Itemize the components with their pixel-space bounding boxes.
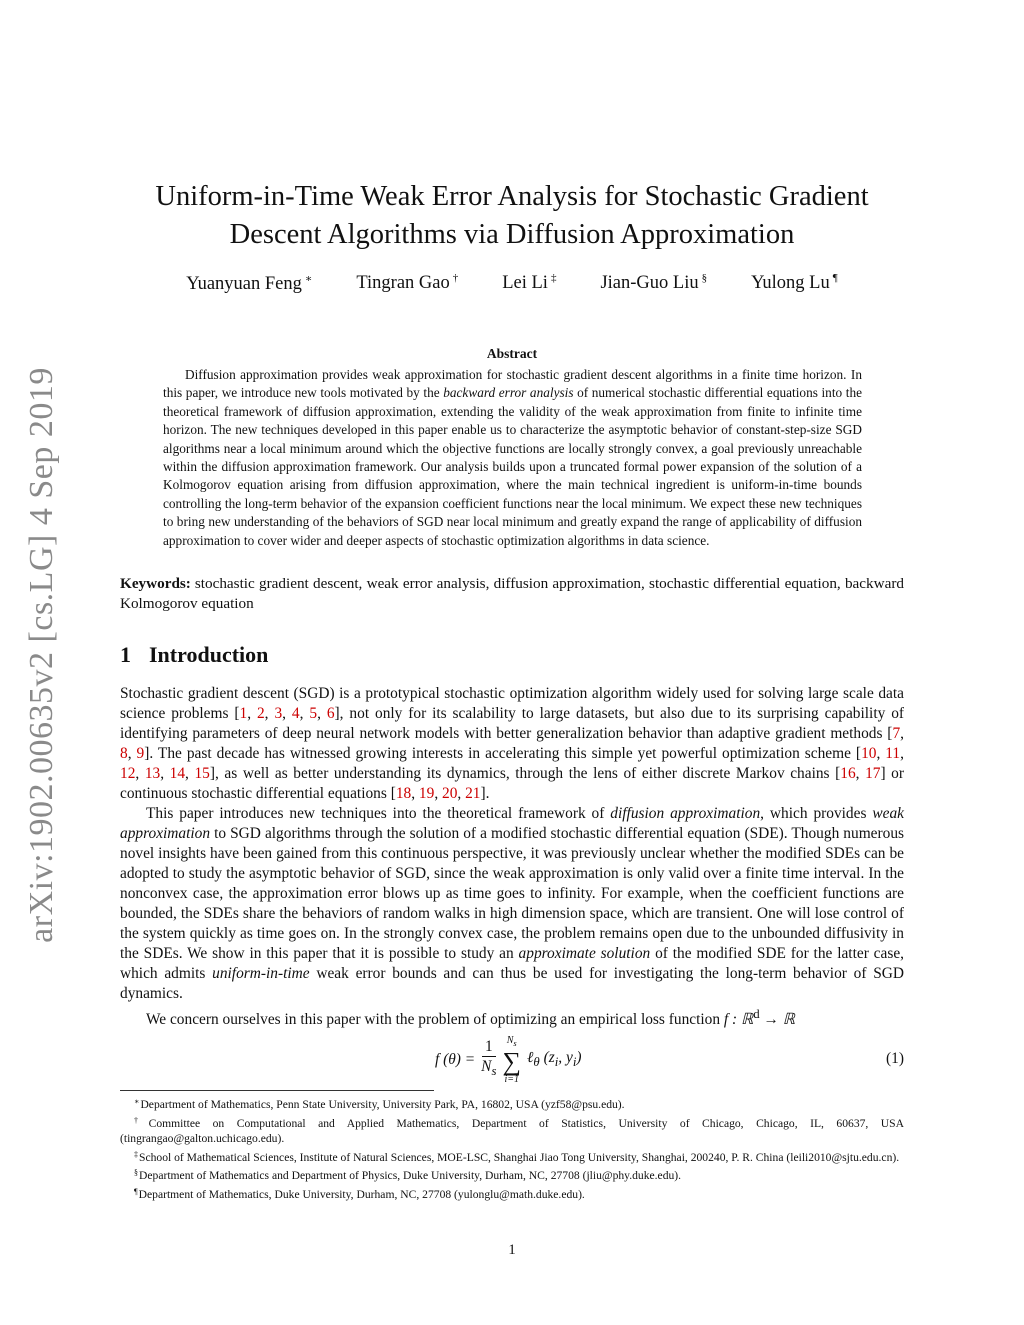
footnote bbox=[120, 1094, 904, 1113]
sum-upper-symbol: N bbox=[506, 1034, 514, 1046]
emphasis: uniform-in-time bbox=[212, 965, 310, 982]
citation-link[interactable]: 5 bbox=[309, 705, 318, 722]
intro-paragraph-2 bbox=[120, 804, 904, 1004]
footnote bbox=[120, 1184, 904, 1203]
title-line-2: Descent Algorithms via Diffusion Approximation bbox=[229, 219, 795, 250]
abstract-emphasis: backward error analysis bbox=[443, 385, 574, 401]
inline-math: f : ℝ bbox=[723, 1011, 754, 1029]
citation-link[interactable]: 1 bbox=[239, 705, 248, 722]
abstract-paragraph bbox=[163, 366, 862, 550]
section-title: Introduction bbox=[149, 642, 269, 667]
loss-args: , y bbox=[558, 1049, 573, 1067]
author-name: Tingran Gao bbox=[356, 273, 450, 293]
inline-math-superscript: d bbox=[753, 1007, 760, 1021]
footnote bbox=[120, 1113, 904, 1147]
section-number: 1 bbox=[120, 642, 131, 667]
author-footnote-mark: ¶ bbox=[832, 272, 838, 284]
citation-link[interactable]: 3 bbox=[274, 705, 283, 722]
inline-math: → ℝ bbox=[759, 1011, 795, 1029]
body-text: ]. bbox=[480, 785, 490, 802]
loss-subscript: θ bbox=[533, 1055, 540, 1070]
equation-body bbox=[435, 1032, 582, 1088]
footnote-text: School of Mathematical Sciences, Institute of Natural Sciences, MOE-LSC, Shanghai Jiao Tong University, Shanghai, 200240, P. R. China (leili2010@sjtu.edu.cn). bbox=[139, 1150, 900, 1164]
citation-link[interactable]: 7 bbox=[892, 725, 901, 742]
author-name: Jian-Guo Liu bbox=[600, 273, 699, 293]
footnote bbox=[120, 1147, 904, 1166]
citation-link[interactable]: 11 bbox=[885, 745, 901, 762]
denominator-symbol: N bbox=[481, 1058, 492, 1076]
author bbox=[751, 272, 838, 295]
body-text: weak error bounds and can thus be used for investigating the long-term behavior of SGD dynamics. bbox=[120, 965, 904, 1002]
citation-link[interactable]: 13 bbox=[144, 765, 161, 782]
citation-link[interactable]: 17 bbox=[865, 765, 881, 782]
arxiv-side-stamp bbox=[14, 360, 70, 950]
abstract-text: Diffusion approximation provides weak approximation for stochastic gradient descent algorithms in a finite time horizon. In this paper, we introduce new tools motivated by the bbox=[163, 367, 862, 401]
sum-symbol: ∑ bbox=[502, 1046, 521, 1076]
intro-paragraph-1: Stochastic gradient descent (SGD) is a prototypical stochastic optimization algorithm widely used for solving large scale data science problems [1, 2, 3, 4, 5, 6], not only for its scalability to large datasets, but also due to its surprising capability of identifying parameters of deep neural network models with better generalization behavior than adaptive gradient methods [7, 8, 9]. The past decade has witnessed growing interests in accelerating this simple yet powerful optimization scheme [10, 11, 12, 13, 14, 15], as well as better understanding its dynamics, through the lens of either discrete Markov chains [16, 17] or continuous stochastic differential equations [18, 19, 20, 21]. bbox=[120, 685, 905, 802]
author bbox=[356, 272, 458, 295]
citation-link[interactable]: 20 bbox=[442, 785, 458, 802]
author-list bbox=[120, 272, 904, 295]
footnote-mark: ∗ bbox=[134, 1097, 140, 1106]
citation-link[interactable]: 21 bbox=[465, 785, 481, 802]
body-text: ], not only for its scalability to large datasets, but also due to its surprising capability of identifying parameters of deep neural network models with better generalization behavior than adaptive gradient methods [ bbox=[120, 705, 905, 742]
keywords-text: stochastic gradient descent, weak error analysis, diffusion approximation, stochastic differential equation, backward Kolmogorov equation bbox=[120, 575, 904, 612]
body-text: Stochastic gradient descent (SGD) is a prototypical stochastic optimization algorithm widely used for solving large scale data science problems [ bbox=[120, 685, 904, 722]
citation-link[interactable]: 8 bbox=[120, 745, 128, 762]
citation-link[interactable]: 19 bbox=[418, 785, 435, 802]
abstract-heading: Abstract bbox=[486, 346, 538, 361]
citation-link[interactable]: 18 bbox=[395, 785, 412, 802]
citation-link[interactable]: 15 bbox=[194, 765, 210, 782]
body-text: , which provides bbox=[760, 805, 873, 822]
body-text: ]. The past decade has witnessed growing interests in accelerating this simple yet powerful optimization scheme [ bbox=[144, 745, 862, 762]
body-text: to SGD algorithms through the solution of a modified stochastic differential equation (SDE). Though numerous novel insights have been gained from this continuous perspective, it was previously unclear whether the modified SDEs can be adopted to study the asymptotic behavior of SGD, since the weak approximation is only valid over a finite time interval. In the nonconvex case, the approximation error blows up as time goes to infinity. For example, when the coefficient functions are bounded, the SDEs share the behaviors of random walks in high dimension space, which are transient. One will lose control of the system quickly as time goes on. In the strongly convex case, the problem remains open due to the unbounded diffusivity in the SDEs. We show in this paper that it is possible to study an bbox=[120, 825, 904, 962]
page-number: 1 bbox=[508, 1242, 516, 1258]
keywords-label: Keywords: bbox=[120, 575, 191, 592]
section-heading bbox=[120, 642, 268, 668]
equation-lhs: f (θ) = bbox=[435, 1051, 476, 1068]
citation-link[interactable]: 10 bbox=[861, 745, 877, 762]
intro-paragraph-3 bbox=[120, 1004, 904, 1030]
loss-args: (z bbox=[543, 1049, 555, 1067]
author-footnote-mark: ‡ bbox=[550, 272, 557, 284]
abstract-body bbox=[163, 366, 862, 550]
loss-term bbox=[527, 1049, 582, 1070]
citation-link[interactable]: 2 bbox=[256, 705, 265, 722]
loss-symbol: ℓ bbox=[526, 1049, 534, 1067]
citation-link[interactable]: 4 bbox=[291, 705, 300, 722]
equation-number: (1) bbox=[886, 1050, 904, 1067]
citation-link[interactable]: 12 bbox=[120, 765, 136, 782]
author-footnote-mark: ∗ bbox=[304, 273, 313, 285]
footnote-text: Department of Mathematics, Penn State University, University Park, PA, 16802, USA (yzf58@psu.edu). bbox=[140, 1098, 625, 1111]
author bbox=[600, 272, 707, 295]
footnotes bbox=[120, 1094, 904, 1202]
summation bbox=[502, 1036, 521, 1085]
author bbox=[502, 272, 556, 295]
loss-args-subscript: i bbox=[572, 1055, 577, 1070]
emphasis: weak approximation bbox=[120, 805, 904, 842]
author bbox=[186, 272, 312, 295]
footnote-mark: ¶ bbox=[134, 1186, 138, 1196]
footnote-mark: † bbox=[134, 1115, 148, 1125]
fraction bbox=[481, 1038, 496, 1081]
author-footnote-mark: † bbox=[452, 272, 459, 284]
equation-1 bbox=[120, 1032, 904, 1088]
citation-link[interactable]: 9 bbox=[136, 745, 145, 762]
keywords bbox=[120, 574, 904, 614]
author-footnote-mark: § bbox=[701, 272, 708, 284]
body-text: ] or continuous stochastic differential equations [ bbox=[120, 765, 904, 802]
citation-link[interactable]: 6 bbox=[326, 705, 335, 722]
emphasis: diffusion approximation bbox=[610, 805, 761, 822]
loss-args-subscript: i bbox=[554, 1055, 559, 1070]
arxiv-identifier: arXiv:1902.00635v2 [cs.LG] 4 Sep 2019 bbox=[23, 367, 60, 943]
author-name: Yulong Lu bbox=[751, 273, 830, 293]
body-text: ], as well as better understanding its dynamics, through the lens of either discrete Markov chains [ bbox=[209, 765, 841, 782]
author-name: Yuanyuan Feng bbox=[186, 274, 302, 294]
footnote-text: Department of Mathematics, Duke University, Durham, NC, 27708 (yulonglu@math.duke.edu). bbox=[138, 1187, 585, 1201]
footnote-text: Department of Mathematics and Department of Physics, Duke University, Durham, NC, 27708 (jliu@phy.duke.edu). bbox=[139, 1169, 682, 1182]
fraction-numerator: 1 bbox=[482, 1038, 496, 1057]
body-text: of the modified SDE for the latter case, which admits bbox=[120, 945, 904, 982]
emphasis: approximate solution bbox=[518, 945, 651, 962]
denominator-subscript: s bbox=[491, 1064, 497, 1079]
citation-link[interactable]: 16 bbox=[840, 765, 856, 782]
paper-title bbox=[120, 178, 904, 254]
footnote-text: Committee on Computational and Applied Mathematics, Department of Statistics, University of Chicago, Chicago, IL, 60637, USA (tingrangao@galton.uchicago.edu). bbox=[120, 1116, 905, 1145]
footnote-divider bbox=[120, 1090, 434, 1091]
footnote bbox=[120, 1165, 904, 1184]
fraction-denominator bbox=[481, 1057, 496, 1081]
citation-link[interactable]: 14 bbox=[169, 765, 186, 782]
body-text: This paper introduces new techniques into the theoretical framework of bbox=[146, 805, 611, 822]
abstract-text: of numerical stochastic differential equations into the theoretical framework of diffusion approximation, extending the validity of the weak approximation from finite to infinite time horizon. The new techniques developed in this paper enable us to characterize the asymptotic behavior of constant-step-size SGD algorithms near a local minimum around which the objective functions are locally strongly convex, a goal previously unreachable within the diffusion approximation framework. Our analysis builds upon a truncated formal power expansion of the solution of a Kolmogorov equation arising from diffusion approximation, where the main technical ingredient is uniform-in-time bounds controlling the long-term behavior of the expansion coefficient functions near the local minimum. We expect these new techniques to bring new understanding of the behaviors of SGD near local minimum and greatly expand the range of applicability of diffusion approximation to cover wider and deeper aspects of stochastic optimization algorithms in data science. bbox=[163, 385, 862, 548]
title-line-1: Uniform-in-Time Weak Error Analysis for Stochastic Gradient bbox=[155, 181, 869, 212]
body-text: We concern ourselves in this paper with the problem of optimizing an empirical loss function bbox=[146, 1011, 724, 1029]
loss-args: ) bbox=[576, 1049, 582, 1067]
sum-lower-limit: i=1 bbox=[504, 1073, 519, 1085]
footnote-mark: § bbox=[134, 1168, 138, 1177]
sum-upper-subscript: s bbox=[513, 1038, 517, 1048]
introduction-body bbox=[120, 684, 904, 1030]
footnote-mark: ‡ bbox=[134, 1149, 138, 1159]
author-name: Lei Li bbox=[502, 273, 548, 293]
